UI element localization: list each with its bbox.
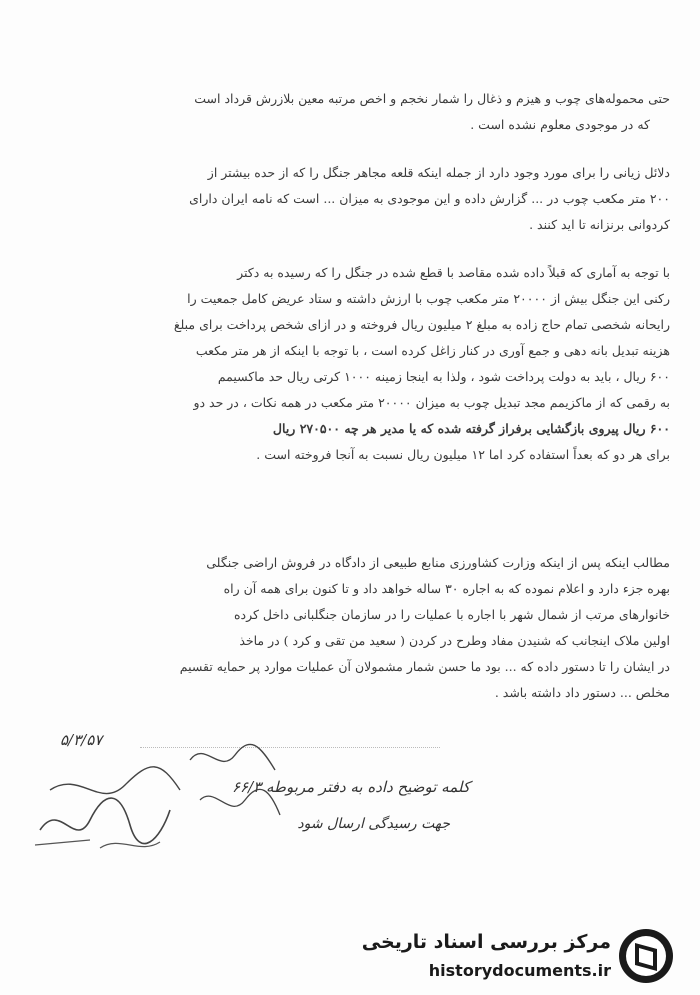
handwritten-signature	[30, 730, 290, 860]
text-line: برای هر دو که بعداً استفاده کرد اما ۱۲ میلیون ریال نسبت به آنجا فروخته است .	[256, 447, 670, 462]
text-line: ۶۰۰ ریال پیروی بازگشایی برفراز گرفته شده که یا مدیر هر چه ۲۷۰۵۰۰ ریال	[272, 421, 670, 436]
text-line: که در موجودی معلوم نشده است .	[470, 117, 650, 132]
text-line: مطالب اینکه پس از اینکه وزارت کشاورزی منابع طبیعی از دادگاه در فروش اراضی جنگلی	[206, 555, 670, 570]
archive-name: مرکز بررسی اسناد تاریخی	[361, 931, 611, 953]
text-line: در ایشان را تا دستور داده که ... بود ما حسن شمار مشمولان آن عملیات موارد پر حمایه تقسیم	[179, 659, 670, 674]
text-line: اولین ملاک اینجانب که شنیدن مفاد وطرح در کردن ( سعید من تقی و کرد ) در ماخذ	[239, 633, 670, 648]
paragraph-4	[30, 550, 670, 706]
text-line: با توجه به آماری که قبلاً داده شده مقاصد با قطع شده در جنگل را که رسیده به دکتر	[237, 265, 670, 280]
paragraph-1	[30, 86, 670, 138]
archive-url[interactable]: historydocuments.ir	[428, 961, 611, 980]
archive-footer	[361, 925, 675, 987]
text-line: خانوارهای مرتب از شمال شهر با اجاره با عملیات را در سازمان جنگلبانی داخل کرده	[233, 607, 670, 622]
text-line: به رقمی که از ماکزیمم مجد تبدیل چوب به میزان ۲۰۰۰۰ متر مکعب در همه نکات ، در حد دو	[193, 395, 670, 410]
text-line: حتی محموله‌های چوب و هیزم و ذغال را شمار نخجم و اخص مرتبه معین بلازرش قرداد است	[194, 91, 670, 106]
text-line: ۲۰۰ متر مکعب چوب در ... گزارش داده و این موجودی به میزان ... است که نامه ایران دارای	[189, 191, 670, 206]
handwritten-date: ۵/۳/۵۷	[60, 731, 103, 749]
handwritten-note: جهت رسیدگی ارسال شود	[297, 816, 450, 832]
text-line: رایحانه شخصی تمام حاج زاده به مبلغ ۲ میلیون ریال فروخته و در ازای شخص پرداخت برای مبلغ	[173, 317, 670, 332]
text-line: ۶۰۰ ریال ، باید به دولت پرداخت شود ، ولذا به اینجا زمینه ۱۰۰۰ کرتی ریال حد ماکسیمم	[217, 369, 670, 384]
text-line: هزینه تبدیل بانه دهی و جمع آوری در کنار زاغل کرده است ، با توجه با اینکه از هر متر مکعب	[195, 343, 670, 358]
handwritten-note: کلمه توضیح داده به دفتر مربوطه ۶۶/۳	[231, 778, 470, 796]
paragraph-2	[30, 160, 670, 238]
text-line: بهره جزء دارد و اعلام نموده که به اجاره ۳۰ ساله خواهد داد و تا کنون برای همه آن راه	[223, 581, 670, 596]
archive-logo-icon	[617, 927, 675, 985]
text-line: مخلص ... دستور داد داشته باشد .	[494, 685, 670, 700]
paragraph-3	[30, 260, 670, 468]
text-line: رکنی این جنگل بیش از ۲۰۰۰۰ متر مکعب چوب با ارزش داشته و ستاد عریض کامل جمعیت را	[187, 291, 670, 306]
text-line: دلائل زیانی را برای مورد وجود دارد از جمله اینکه قلعه مجاهر جنگل را که از حده بیشتر از	[207, 165, 670, 180]
text-line: کردوانی برنزانه تا اید کنند .	[529, 217, 670, 232]
